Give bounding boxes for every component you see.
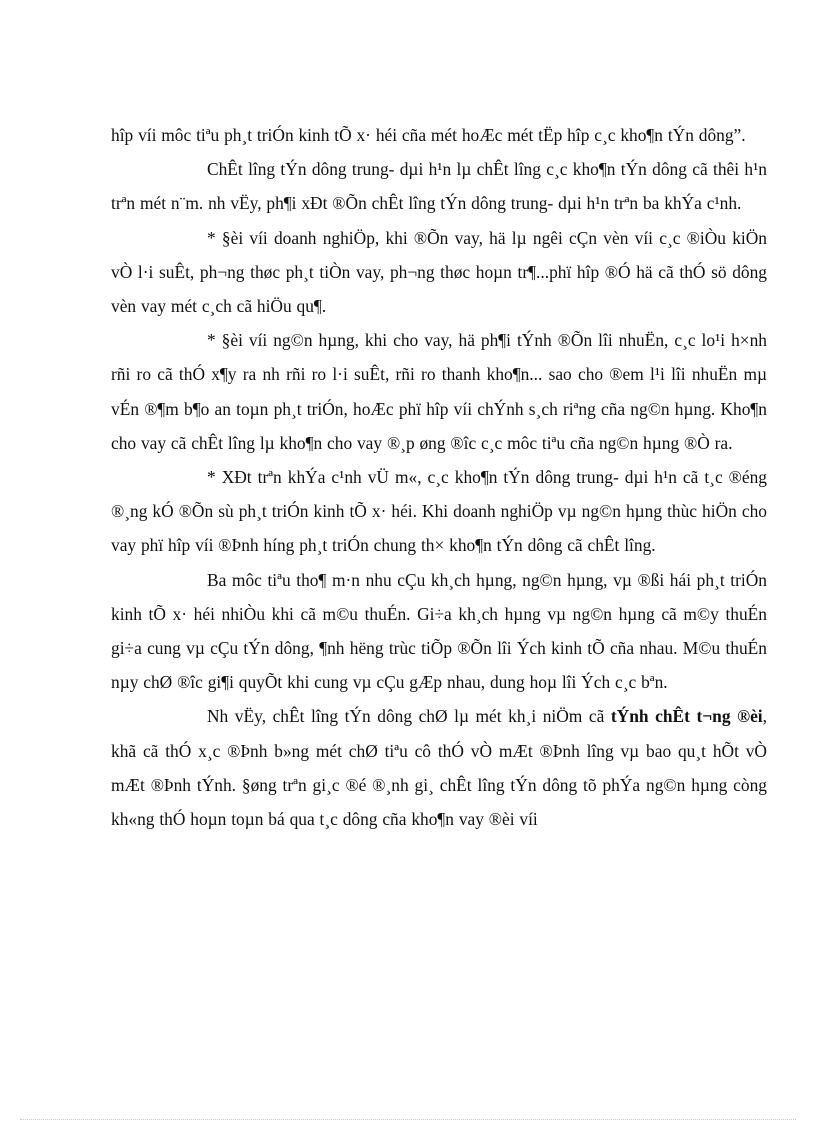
page-bottom-divider [20,1119,796,1120]
paragraph-7-bold-term: tÝnh chÊt t¬ng ®èi [610,706,763,727]
paragraph-3: * §èi víi doanh nghiÖp, khi ®Õn vay, hä lµ ngêi cÇn vèn víi c¸c ®iÒu kiÖn vÒ l·i suÊt, ph¬ng thøc ph¸t tiÒn vay, ph¬ng thøc hoµn tr¶...phï hîp ®Ó hä cã thÓ sö dông vèn vay mét c¸ch cã hiÖu qu¶. [111,227,767,317]
document-body [111,118,767,836]
paragraph-7-end: , khã cã thÓ x¸c ®Þnh b»ng mét chØ tiªu cô thÓ vÒ mÆt ®Þnh lîng vµ bao qu¸t hÕt vÒ mÆt ®Þnh tÝnh. §øng trªn gi¸c ®é ®¸nh gi¸ chÊt lîng tÝn dông tõ phÝa ng©n hµng còng kh«ng thÓ hoµn toµn bá qua t¸c dông cña kho¶n vay ®èi víi [111,706,767,830]
paragraph-7-start: Nh vËy, chÊt lîng tÝn dông chØ lµ mét kh¸i niÖm cã [207,706,611,727]
paragraph-6: Ba môc tiªu tho¶ m·n nhu cÇu kh¸ch hµng, ng©n hµng, vµ ®ßi hái ph¸t triÓn kinh tÕ x· héi nhiÒu khi cã m©u thuÉn. Gi÷a kh¸ch hµng vµ ng©n hµng cã m©y thuÉn gi÷a cung vµ cÇu tÝn dông, ¶nh hëng trùc tiÕp ®Õn lîi Ých kinh tÕ cña nhau. M©u thuÉn nµy chØ ®îc gi¶i quyÕt khi cung vµ cÇu gÆp nhau, dung hoµ lîi Ých c¸c bªn. [111,569,767,693]
paragraph-4: * §èi víi ng©n hµng, khi cho vay, hä ph¶i tÝnh ®Õn lîi nhuËn, c¸c lo¹i h×nh rñi ro cã thÓ x¶y ra nh rñi ro l·i suÊt, rñi ro thanh kho¶n... sao cho ®em l¹i lîi nhuËn mµ vÉn ®¶m b¶o an toµn ph¸t triÓn, hoÆc phï hîp víi chÝnh s¸ch riªng cña ng©n hµng. Kho¶n cho vay cã chÊt lîng lµ kho¶n cho vay ®¸p øng ®îc c¸c môc tiªu cña ng©n hµng ®Ò ra. [111,330,767,453]
paragraph-2: ChÊt lîng tÝn dông trung- dµi h¹n lµ chÊt lîng c¸c kho¶n tÝn dông cã thêi h¹n trªn mét n¨m. nh vËy, ph¶i xÐt ®Õn chÊt lîng tÝn dông trung- dµi h¹n trªn ba khÝa c¹nh. [111,159,767,214]
paragraph-1: hîp víi môc tiªu ph¸t triÓn kinh tÕ x· héi cña mét hoÆc mét tËp hîp c¸c kho¶n tÝn dông”. [111,125,746,145]
paragraph-7 [111,699,767,836]
paragraph-5: * XÐt trªn khÝa c¹nh vÜ m«, c¸c kho¶n tÝn dông trung- dµi h¹n cã t¸c ®éng ®¸ng kÓ ®Õn sù ph¸t triÓn kinh tÕ x· héi. Khi doanh nghiÖp vµ ng©n hµng thùc hiÖn cho vay phï hîp víi ®Þnh híng ph¸t triÓn chung th× kho¶n tÝn dông cã chÊt lîng. [111,467,767,556]
